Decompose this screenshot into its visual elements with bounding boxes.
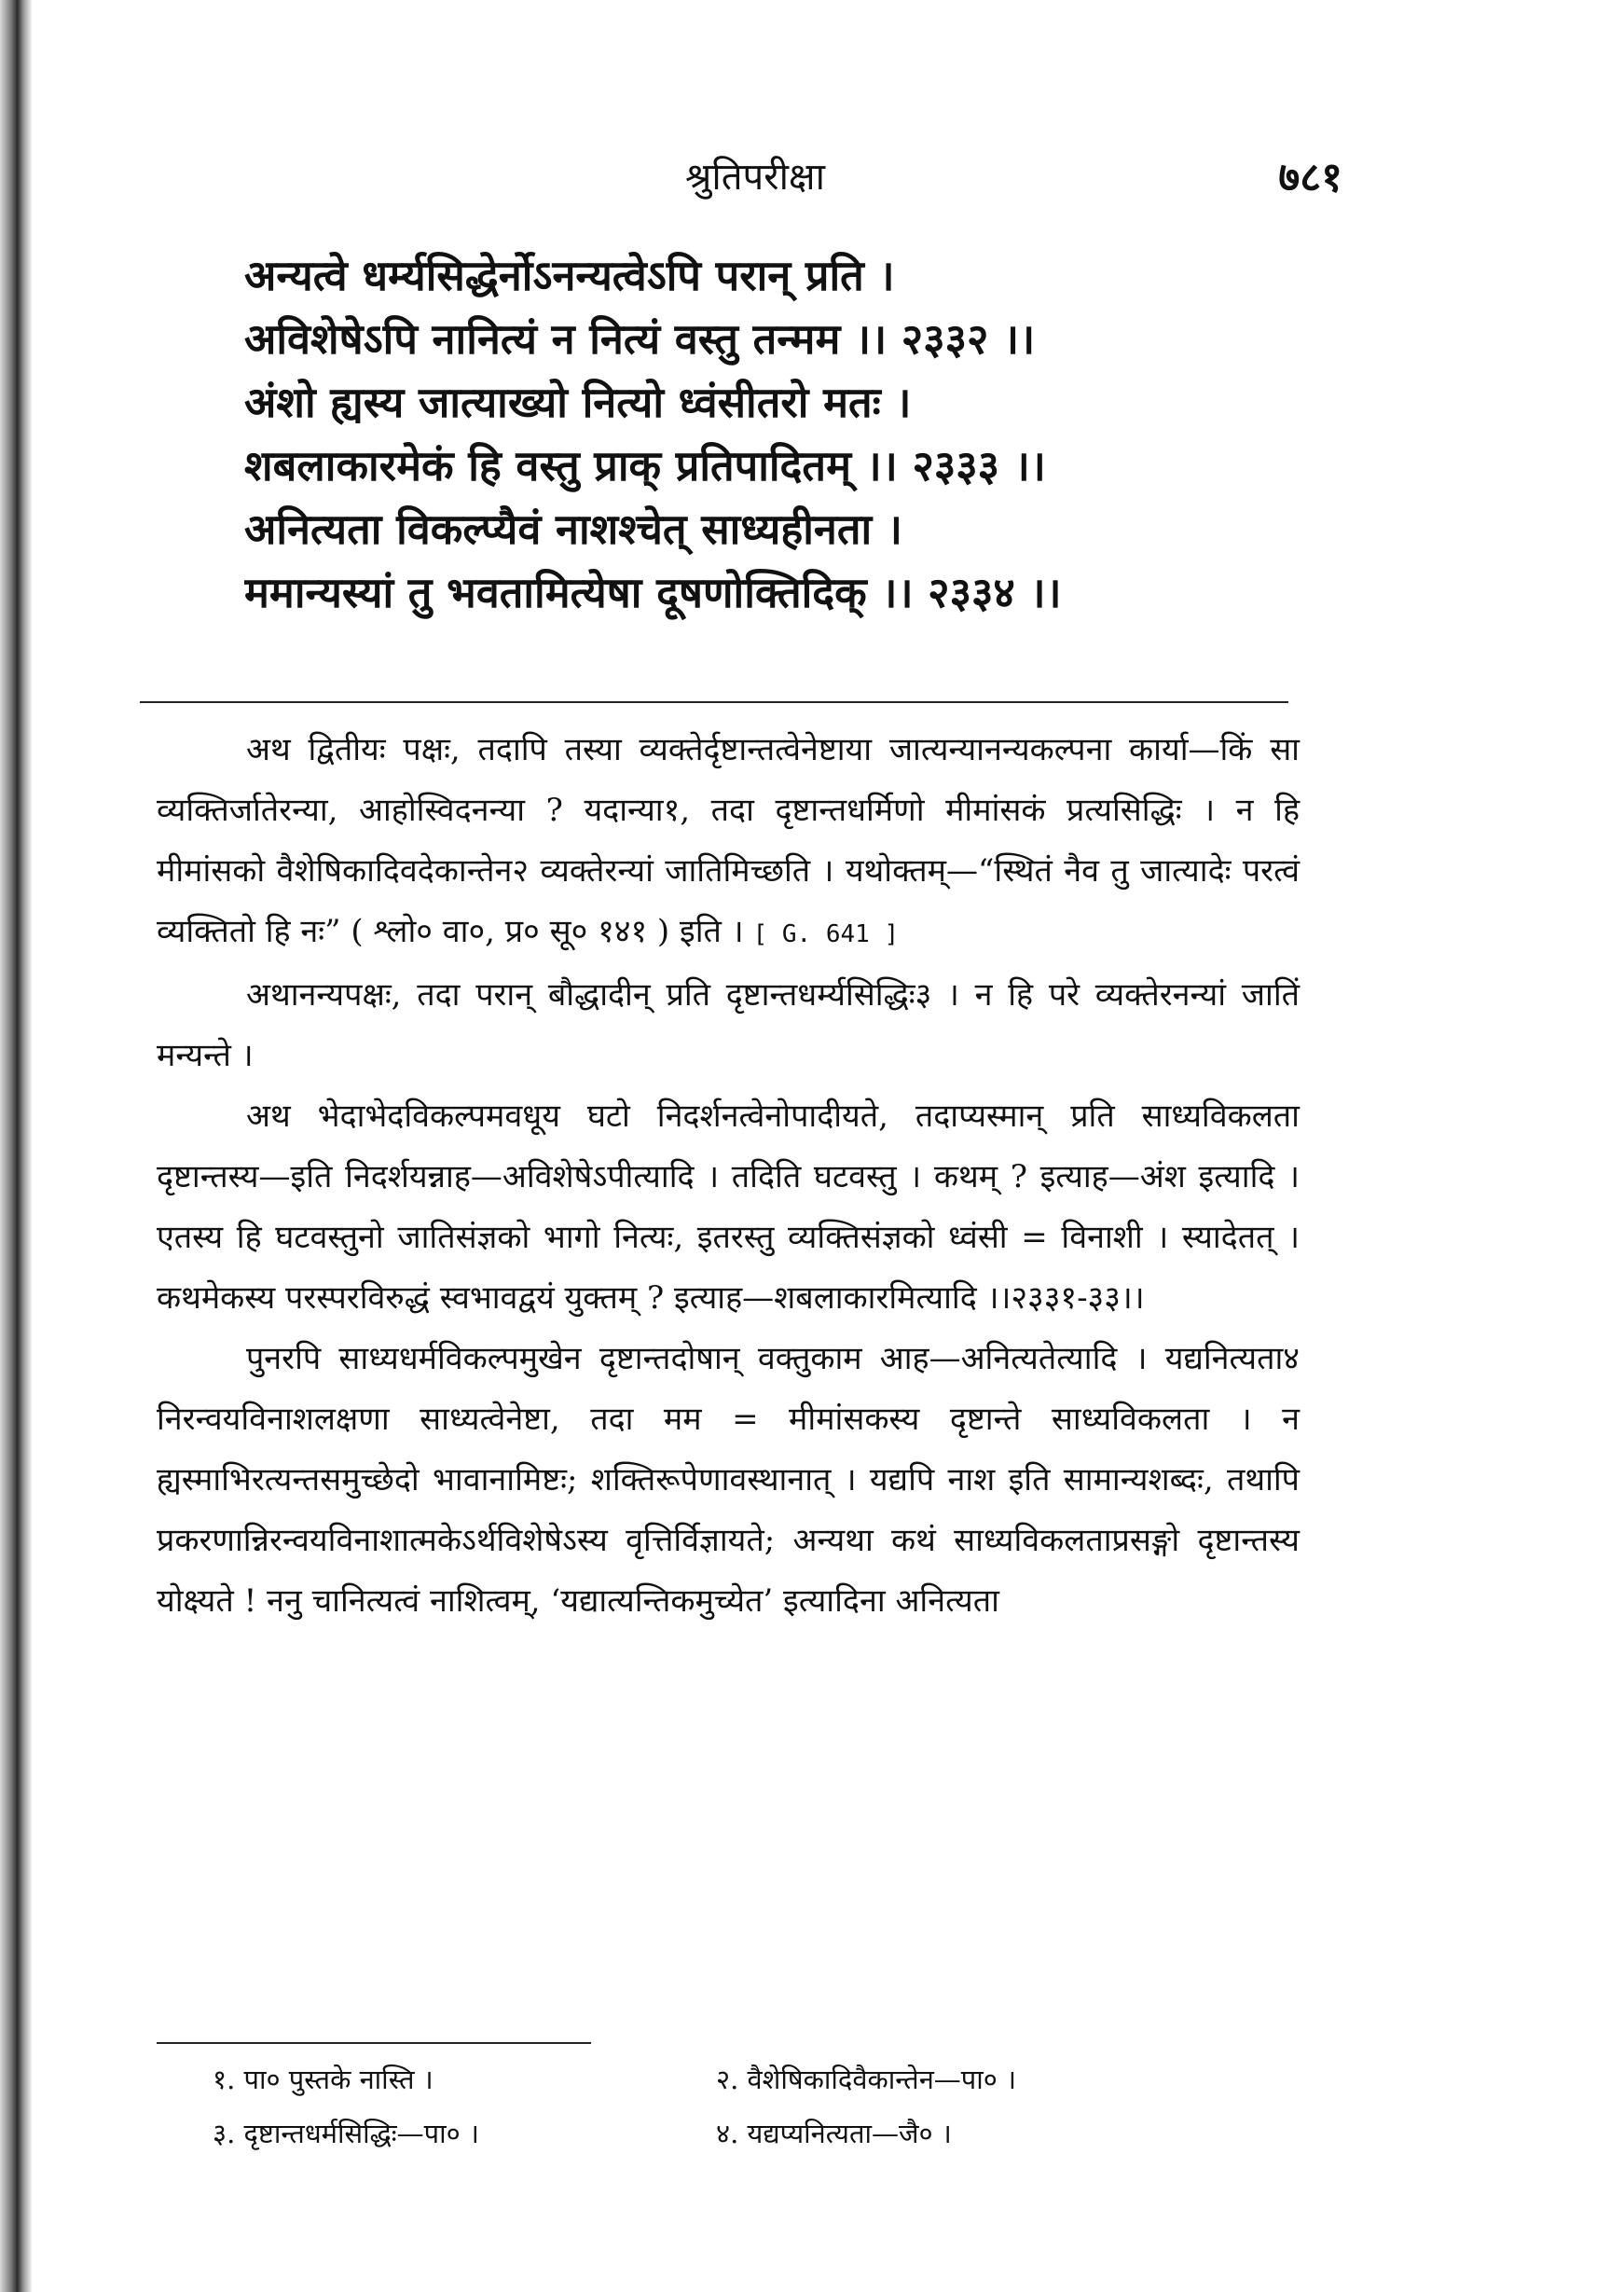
- edition-reference-tag: [ G. 641 ]: [752, 920, 900, 948]
- commentary: [157, 720, 1300, 1632]
- running-title: श्रुतिपरीक्षा: [685, 156, 825, 199]
- page-number: ७८१: [1278, 154, 1342, 201]
- commentary-paragraph: अथानन्यपक्षः, तदा परान् बौद्धादीन् प्रति दृष्टान्तधर्म्यसिद्धिः३ । न हि परे व्यक्तेरनन्यां जातिं मन्यन्ते ।: [157, 976, 1300, 1074]
- footnote: ३. दृष्टान्तधर्मसिद्धिः—पा० ।: [213, 2118, 479, 2149]
- commentary-paragraph: अथ भेदाभेदविकल्पमवधूय घटो निदर्शनत्वेनोपादीयते, तदाप्यस्मान् प्रति साध्यविकलता दृष्टान्तस्य—इति निदर्शयन्नाह—अविशेषेऽपीत्यादि । तदिति घटवस्तु । कथम् ? इत्याह—अंश इत्यादि । एतस्य हि घटवस्तुनो जातिसंज्ञको भागो नित्यः, इतरस्तु व्यक्तिसंज्ञको ध्वंसी = विनाशी । स्यादेतत् । कथमेकस्य परस्परविरुद्धं स्वभावद्वयं युक्तम् ? इत्याह—शबलाकारमित्यादि ।।२३३१-३३।।: [157, 1098, 1300, 1317]
- footnote: १. पा० पुस्तके नास्ति ।: [213, 2064, 434, 2095]
- verse-line: अंशो ह्यस्य जात्याख्यो नित्यो ध्वंसीतरो मतः ।: [244, 378, 912, 427]
- footnote: ४. यद्यप्यनित्यता—जै० ।: [716, 2118, 952, 2149]
- verse-block: [244, 244, 1288, 625]
- footnote: २. वैशेषिकादिवैकान्तेन—पा० ।: [716, 2064, 1017, 2095]
- verse-line: अविशेषेऽपि नानित्यं न नित्यं वस्तु तन्मम ।। २३३२ ।।: [244, 314, 1036, 364]
- footnote-separator-rule: [157, 2042, 591, 2044]
- verse-line: अनित्यता विकल्प्यैवं नाशश्चेत् साध्यहीनता ।: [244, 504, 902, 554]
- book-spine-edge: [0, 0, 32, 2292]
- commentary-paragraph: पुनरपि साध्यधर्मविकल्पमुखेन दृष्टान्तदोषान् वक्तुकाम आह—अनित्यतेत्यादि । यद्यनित्यता४ निरन्वयविनाशलक्षणा साध्यत्वेनेष्टा, तदा मम = मीमांसकस्य दृष्टान्ते साध्यविकलता । न ह्यस्माभिरत्यन्तसमुच्छेदो भावानामिष्टः; शक्तिरूपेणावस्थानात् । यद्यपि नाश इति सामान्यशब्दः, तथापि प्रकरणान्निरन्वयविनाशात्मकेऽर्थविशेषेऽस्य वृत्तिर्विज्ञायते; अन्यथा कथं साध्यविकलताप्रसङ्गो दृष्टान्तस्य योक्ष्यते ! ननु चानित्यत्वं नाशित्वम्, ‘यद्यात्यन्तिकमुच्येत’ इत्यादिना अनित्यता: [157, 1340, 1300, 1620]
- verse-separator-rule: [140, 701, 1288, 703]
- verse-line: अन्यत्वे धर्म्यसिद्धेर्नोऽनन्यत्वेऽपि परान् प्रति ।: [244, 251, 895, 300]
- footnotes: [213, 2056, 1294, 2157]
- commentary-paragraph: [157, 720, 1300, 965]
- verse-line: शबलाकारमेकं हि वस्तु प्राक् प्रतिपादितम् ।। २३३३ ।।: [244, 441, 1046, 490]
- commentary-text: अथ द्वितीयः पक्षः, तदापि तस्या व्यक्तेर्दृष्टान्तत्वेनेष्टाया जात्यन्यानन्यकल्पना कार्या—किं सा व्यक्तिर्जातेरन्या, आहोस्विदनन्या ? यदान्या१, तदा दृष्टान्तधर्मिणो मीमांसकं प्रत्यसिद्धिः । न हि मीमांसको वैशेषिकादिवदेकान्तेन२ व्यक्तेरन्यां जातिमिच्छति । यथोक्तम्—“स्थितं नैव तु जात्यादेः परत्वं व्यक्तितो हि नः” ( श्लो० वा०, प्र० सू० १४१ ) इति ।: [157, 731, 1300, 950]
- verse-line: ममान्यस्यां तु भवतामित्येषा दूषणोक्तिदिक् ।। २३३४ ।।: [244, 568, 1062, 617]
